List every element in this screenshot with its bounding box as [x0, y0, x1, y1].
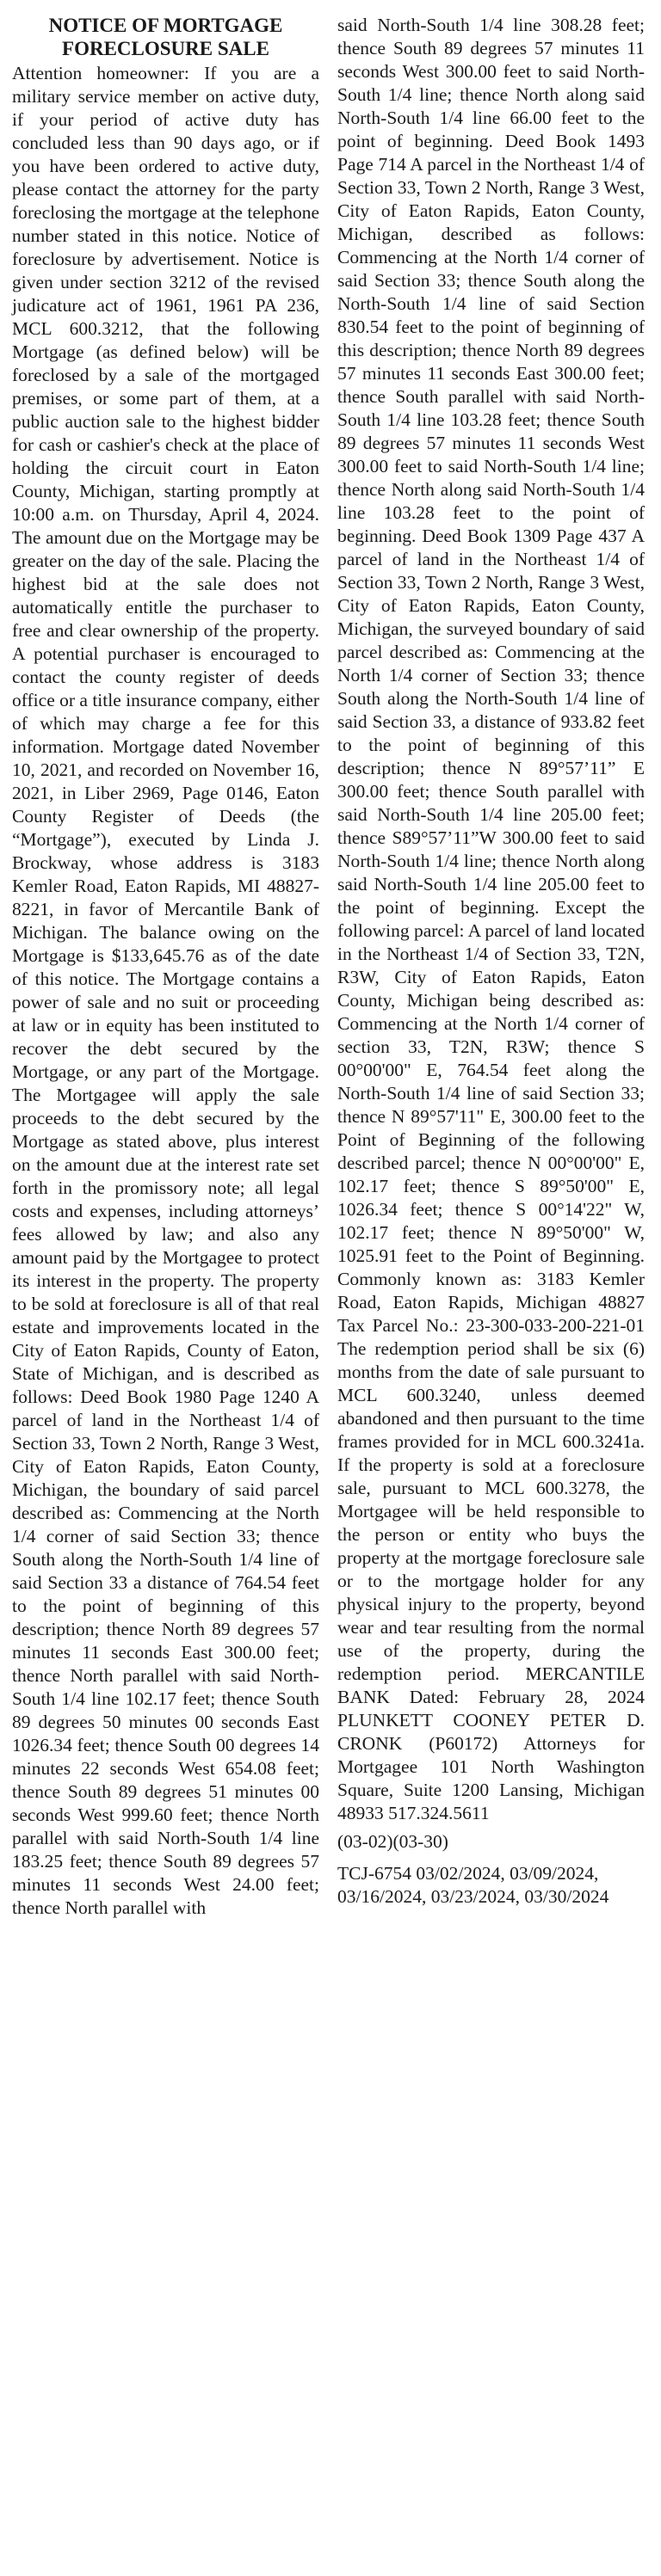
notice-body-right: said North-South 1/4 line 308.28 feet; thence South 89 degrees 57 minutes 11 seconds West 300.00 feet to said North-South 1/4 line; thence North along said North-South 1/4 line 66.00 feet to the point of beginning. Deed Book 1493 Page 714 A parcel in the Northeast 1/4 of Section 33, Town 2 North, Range 3 West, City of Eaton Rapids, Eaton County, Michigan, described as follows: Commencing at the North 1/4 corner of said Section 33; thence South along the North-South 1/4 line of said Section 830.54 feet to the point of beginning of this description; thence North 89 degrees 57 minutes 11 seconds East 300.00 feet; thence South parallel with said North-South 1/4 line 103.28 feet; thence South 89 degrees 57 minutes 11 seconds West 300.00 feet to said North-South 1/4 line; thence North along said North-South 1/4 line 103.28 feet to the point of beginning. Deed Book 1309 Page 437 A parcel of land in the Northeast 1/4 of Section 33, Town 2 North, Range 3 West, City of Eaton Rapids, Eaton County, Michigan, the surveyed boundary of said parcel described as: Commencing at the North 1/4 corner of Section 33; thence South along the North-South 1/4 line of said Section 33, a distance of 933.82 feet to the point of beginning of this description; thence N 89°57’11” E 300.00 feet; thence South parallel with said North-South 1/4 line 205.00 feet; thence S89°57’11”W 300.00 feet to said North-South 1/4 line; thence North along said North-South 1/4 line 205.00 feet to the point of beginning. Except the following parcel: A parcel of land located in the Northeast 1/4 of Section 33, T2N, R3W, City of Eaton Rapids, Eaton County, Michigan being described as: Commencing at the North 1/4 corner of section 33, T2N, R3W; thence S 00°00'00" E, 764.54 feet along the North-South 1/4 line of said Section 33; thence N 89°57'11" E, 300.00 feet to the Point of Beginning of the following described parcel; thence N 00°00'00" E, 102.17 feet; thence S 89°50'00" E, 1026.34 feet; thence S 00°14'22" W, 102.17 feet; thence N 89°50'00" W, 1025.91 feet to the Point of Beginning. Commonly known as: 3183 Kemler Road, Eaton Rapids, Michigan 48827 Tax Parcel No.: 23-300-033-200-221-01 The redemption period shall be six (6) months from the date of sale pursuant to MCL 600.3240, unless deemed abandoned and then pursuant to the time frames provided for in MCL 600.3241a. If the property is sold at a foreclosure sale, pursuant to MCL 600.3278, the Mortgagee will be held responsible to the person or entity who buys the property at the mortgage foreclosure sale or to the mortgage holder for any physical injury to the property, beyond wear and tear resulting from the normal use of the property, during the redemption period. MERCANTILE BANK Dated: February 28, 2024 PLUNKETT COONEY PETER D. CRONK (P60172) Attorneys for Mortgagee 101 North Washington Square, Suite 1200 Lansing, Michigan 48933 517.324.5611	[337, 15, 646, 1823]
left-column	[12, 14, 319, 1920]
right-column	[337, 14, 645, 1920]
notice-title: NOTICE OF MORTGAGE FORECLOSURE SALE	[48, 15, 283, 59]
run-code: (03-02)(03-30)	[337, 1831, 448, 1852]
publication-info: TCJ-6754 03/02/2024, 03/09/2024, 03/16/2024, 03/23/2024, 03/30/2024	[337, 1863, 609, 1907]
notice-body-left: Attention homeowner: If you are a military service member on active duty, if your period of active duty has concluded less than 90 days ago, or if you have been ordered to active duty, please contact the attorney for the party foreclosing the mortgage at the telephone number stated in this notice. Notice of foreclosure by advertisement. Notice is given under section 3212 of the revised judicature act of 1961, 1961 PA 236, MCL 600.3212, that the following Mortgage (as defined below) will be foreclosed by a sale of the mortgaged premises, or some part of them, at a public auction sale to the highest bidder for cash or cashier's check at the place of holding the circuit court in Eaton County, Michigan, starting promptly at 10:00 a.m. on Thursday, April 4, 2024. The amount due on the Mortgage may be greater on the day of the sale. Placing the highest bid at the sale does not automatically entitle the purchaser to free and clear ownership of the property. A potential purchaser is encouraged to contact the county register of deeds office or a title insurance company, either of which may charge a fee for this information. Mortgage dated November 10, 2021, and recorded on November 16, 2021, in Liber 2969, Page 0146, Eaton County Register of Deeds (the “Mortgage”), executed by Linda J. Brockway, whose address is 3183 Kemler Road, Eaton Rapids, MI 48827-8221, in favor of Mercantile Bank of Michigan. The balance owing on the Mortgage is $133,645.76 as of the date of this notice. The Mortgage contains a power of sale and no suit or proceeding at law or in equity has been instituted to recover the debt secured by the Mortgage, or any part of the Mortgage. The Mortgagee will apply the sale proceeds to the debt secured by the Mortgage as stated above, plus interest on the amount due at the interest rate set forth in the promissory note; all legal costs and expenses, including attorneys’ fees allowed by law; and also any amount paid by the Mortgagee to protect its interest in the property. The property to be sold at foreclosure is all of that real estate and improvements located in the City of Eaton Rapids, County of Eaton, State of Michigan, and is described as follows: Deed Book 1980 Page 1240 A parcel of land in the Northeast 1/4 of Section 33, Town 2 North, Range 3 West, City of Eaton Rapids, Eaton County, Michigan, the boundary of said parcel described as: Commencing at the North 1/4 corner of said Section 33; thence South along the North-South 1/4 line of said Section 33 a distance of 764.54 feet to the point of beginning of this description; thence North 89 degrees 57 minutes 11 seconds East 300.00 feet; thence North parallel with said North-South 1/4 line 102.17 feet; thence South 89 degrees 50 minutes 00 seconds East 1026.34 feet; thence South 00 degrees 14 minutes 22 seconds West 654.08 feet; thence South 89 degrees 51 minutes 00 seconds West 999.60 feet; thence North parallel with said North-South 1/4 line 183.25 feet; thence South 89 degrees 57 minutes 11 seconds West 24.00 feet; thence North parallel with	[12, 63, 319, 1918]
